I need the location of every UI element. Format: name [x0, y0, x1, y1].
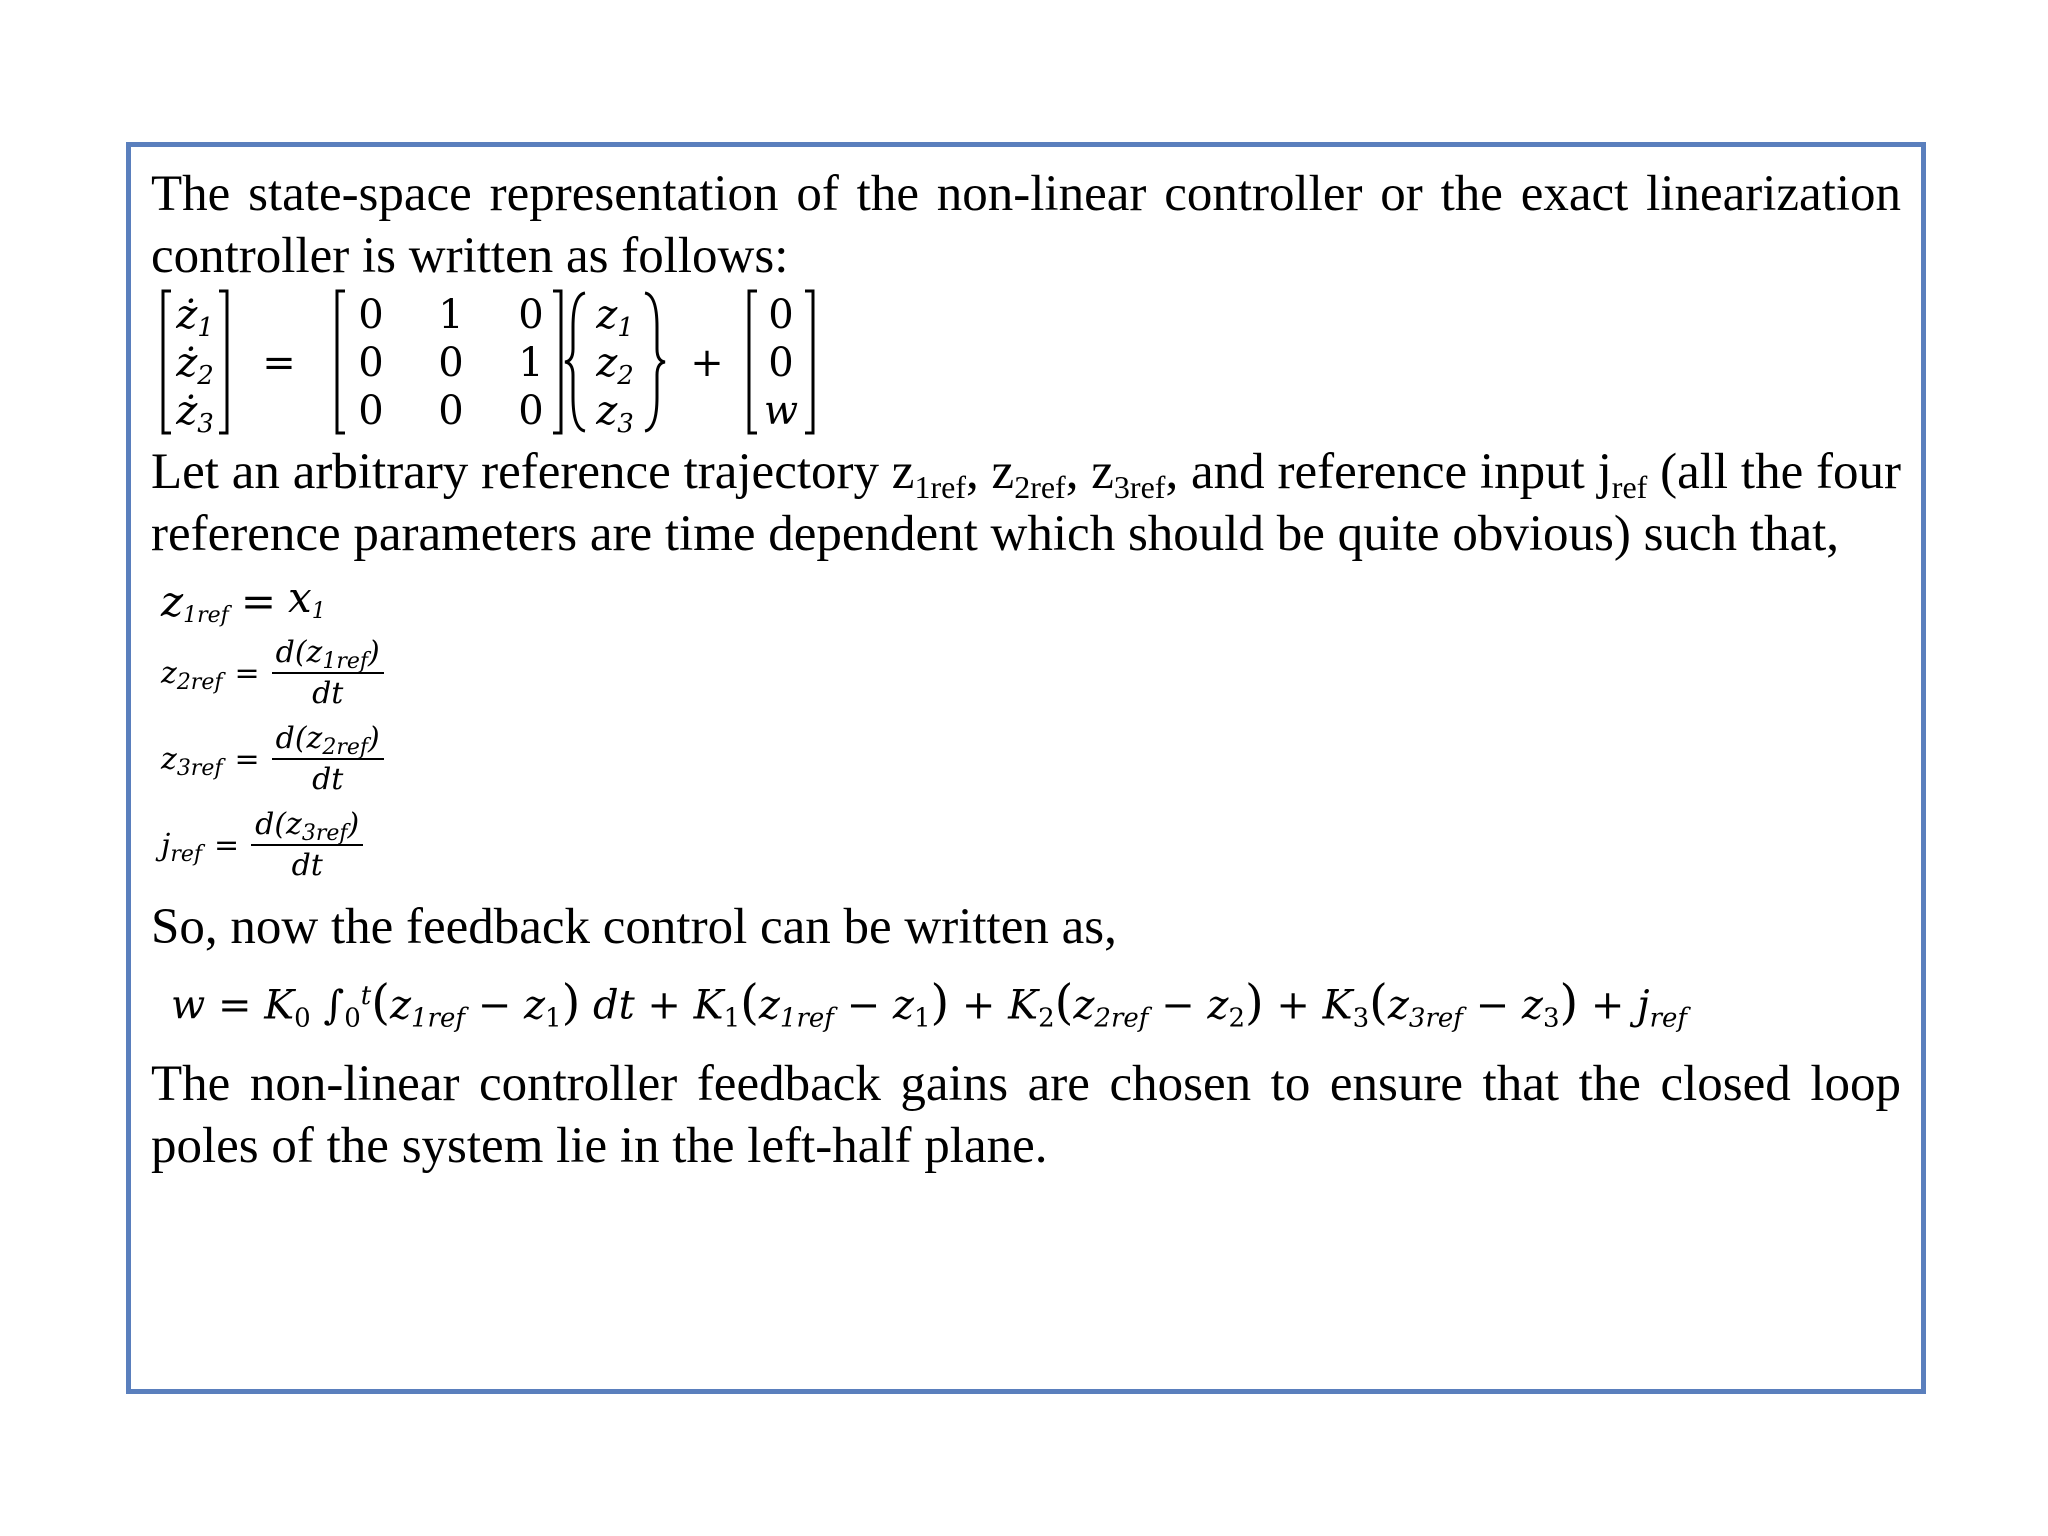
b-2: 0 — [768, 340, 794, 386]
a-32: 0 — [438, 388, 464, 434]
state-z3: $z_3$ — [596, 388, 634, 439]
b-3: w — [763, 388, 799, 434]
state-space-equation — [157, 287, 1901, 437]
a-21: 0 — [358, 340, 384, 386]
eq-z3ref: $z_{3ref}$ = $\frac{d(z_{2ref})}{dt}$ — [161, 721, 384, 797]
b-1: 0 — [768, 292, 794, 338]
eq-z1ref: $z_{1ref} = x_1$ — [161, 573, 326, 628]
reference-paragraph: Let an arbitrary reference trajectory $z_{1ref}$, $z_{2ref}$, $z_{3ref}$, and reference input $j_{ref}$ (all the four reference parameters are time dependent which should be quite obvious) such that, — [151, 444, 1902, 562]
conclusion-paragraph: The non-linear controller feedback gains are chosen to ensure that the closed loop poles of the system lie in the left-half plane. — [151, 1056, 1901, 1175]
slide-content — [151, 147, 1901, 1177]
content-frame — [126, 142, 1926, 1394]
a-22: 0 — [438, 340, 464, 386]
lhs-z1dot: $ż_1$ — [176, 292, 214, 343]
lhs-z3dot: $ż_3$ — [176, 388, 214, 439]
reference-equations — [161, 565, 1901, 883]
eq-z2ref: $z_{2ref}$ = $\frac{d(z_{1ref})}{dt}$ — [161, 635, 384, 711]
lhs-z2dot: $ż_2$ — [176, 340, 214, 391]
equals-sign: = — [262, 340, 296, 386]
intro-paragraph: The state-space representation of the non-linear controller or the exact linearization controller is written as follows: — [151, 166, 1901, 284]
feedback-control-law: $w = K_0$ $\int_0^t(z_{1ref} - z_1)$ dt + $K_1(z_{1ref} - z_1) + K_2(z_{2ref} - z_2) + K_3(z_{3ref} - z_3) + j_{ref}$ — [171, 974, 1688, 1034]
a-23: 1 — [518, 340, 544, 386]
eq-jref: $j_{ref}$ = $\frac{d(z_{3ref})}{dt}$ — [161, 807, 363, 883]
state-z1: $z_1$ — [596, 292, 634, 343]
a-31: 0 — [358, 388, 384, 434]
state-z2: $z_2$ — [596, 340, 634, 391]
feedback-intro: So, now the feedback control can be written as, — [151, 899, 1117, 955]
a-12: 1 — [438, 292, 464, 338]
a-33: 0 — [518, 388, 544, 434]
a-11: 0 — [358, 292, 384, 338]
a-13: 0 — [518, 292, 544, 338]
plus-sign: + — [690, 340, 724, 386]
